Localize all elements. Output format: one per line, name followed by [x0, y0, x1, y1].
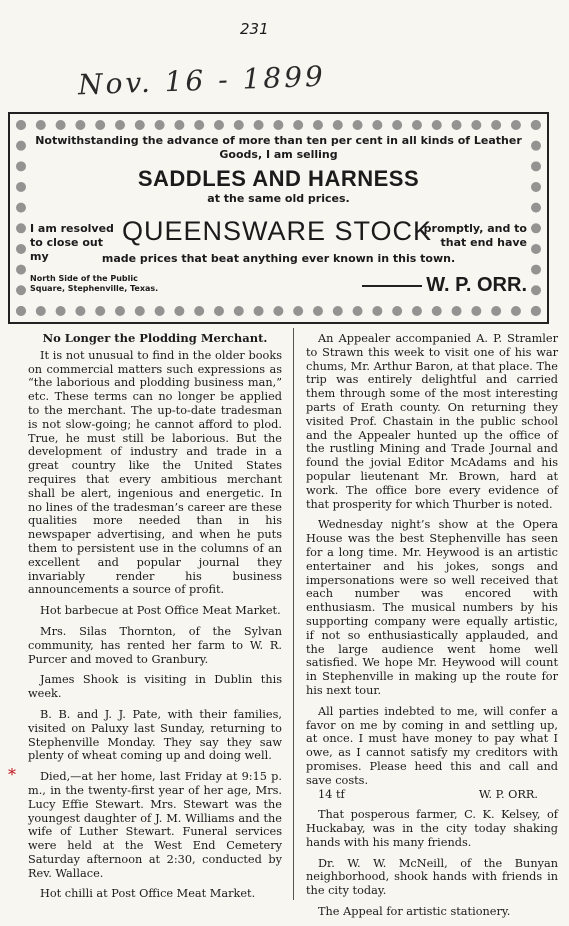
handwritten-date: Nov. 16 - 1899	[77, 59, 327, 102]
item-indebted: All parties indebted to me, will confer a favor on me by coming in and settling up, at once. I must have money to pay what I owe, as I cannot satisfy my creditors with promises. Please heed this and call and save costs.	[306, 704, 558, 787]
ad-signature-block	[362, 274, 527, 297]
ad-headline: SADDLES AND HARNESS	[137, 166, 420, 191]
article-paragraph: It is not unusual to find in the older books on commercial matters such expressions as “the laborious and plodding business man,” etc. These terms can no longer be applied to the merchant. The up-to-date tradesman is not slow-going; he cannot afford to plod. True, he must still be laborious. But the development of industry and trade in a great country like the United States requires that every ambitious merchant shall be alert, ingenious and energetic. In no lines of the tradesman’s career are these qualities more needed than in his newspaper advertising, and when he puts them to persistent use in the columns of an excellent and popular journal they invariably render his business announcements a source of profit.	[28, 348, 282, 597]
item-chilli: Hot chilli at Post Office Meat Market.	[40, 887, 256, 901]
ad-left-text: I am resolved to close out my	[30, 222, 114, 263]
item-thornton: Mrs. Silas Thornton, of the Sylvan community, has rented her farm to W. R. Purcer and moved to Granbury.	[28, 624, 282, 666]
item-obituary: Died,—at her home, last Friday at 9:15 p. m., in the twenty-first year of her age, Mrs. Lucy Effie Stewart. Mrs. Stewart was the youngest daughter of J. M. Williams and the wife of Luther Stewart. Funeral services were held at the West End Cemetery Saturday afternoon at 2:30, conducted by Rev. Wallace.	[28, 770, 282, 880]
asterisk-marker: *	[8, 765, 16, 785]
item-kelsey: That posperous farmer, C. K. Kelsey, of Huckabay, was in the city today shaking hands with his many friends.	[306, 808, 558, 849]
left-column	[8, 331, 282, 908]
ad-line-3: made prices that beat anything ever known in this town.	[101, 252, 456, 265]
item-shook: James Shook is visiting in Dublin this week.	[28, 673, 282, 701]
advertisement	[8, 112, 549, 324]
ad-right-text: promptly, and to that end have	[423, 222, 527, 249]
ad-line-2: at the same old prices.	[207, 192, 350, 205]
signature-rule	[362, 285, 422, 287]
item-barbecue: Hot barbecue at Post Office Meat Market.	[40, 604, 281, 618]
item-stramler: An Appealer accompanied A. P. Stramler to Strawn this week to visit one of his war chums, Mr. Arthur Baron, at that place. The trip was entirely delightful and carried them through some of the most interesting parts of Erath county. On returning they visited Prof. Chastain in the public school and the Appealer hunted up the office of the rustling Mining and Trade Journal and found the jovial Editor McAdams and his popular lieutenant Mr. Brown, hard at work. The office bore every evidence of that prosperity for which Thurber is noted.	[306, 332, 558, 511]
page-number: 231	[240, 20, 269, 38]
right-column	[306, 332, 558, 926]
item-stationery: The Appeal for artistic stationery.	[318, 905, 511, 919]
ad-address: North Side of the Public Square, Stephenville, Texas.	[30, 274, 159, 293]
notice-code: 14 tf	[318, 787, 345, 801]
article-heading: No Longer the Plodding Merchant.	[42, 331, 268, 345]
notice-signature: W. P. ORR.	[478, 787, 538, 801]
item-opera-house: Wednesday night’s show at the Opera House was the best Stephenville has seen for a long time. Mr. Heywood is an artistic entertainer and his jokes, songs and impersonations were so well received that each number was encored with enthusiasm. The musical numbers by his supporting company were equally artistic, if not so enthusiastically applauded, and the large audience went home well satisfied. We hope Mr. Heywood will count in Stephenville in making up the route for his next tour.	[306, 518, 558, 697]
item-mcneill: Dr. W. W. McNeill, of the Bunyan neighborhood, shook hands with friends in the city today.	[306, 856, 558, 898]
item-pate: B. B. and J. J. Pate, with their families, visited on Paluxy last Sunday, returning to Stephenville Monday. They say they saw plenty of wheat coming up and doing well.	[28, 707, 282, 763]
ad-signature: W. P. ORR.	[426, 274, 527, 296]
notice-footer	[306, 788, 538, 802]
column-divider	[293, 328, 294, 900]
ad-queensware: QUEENSWARE STOCK	[122, 216, 433, 246]
ad-line-1: Notwithstanding the advance of more than ten per cent in all kinds of Leather Goods, I am selling	[35, 134, 522, 161]
